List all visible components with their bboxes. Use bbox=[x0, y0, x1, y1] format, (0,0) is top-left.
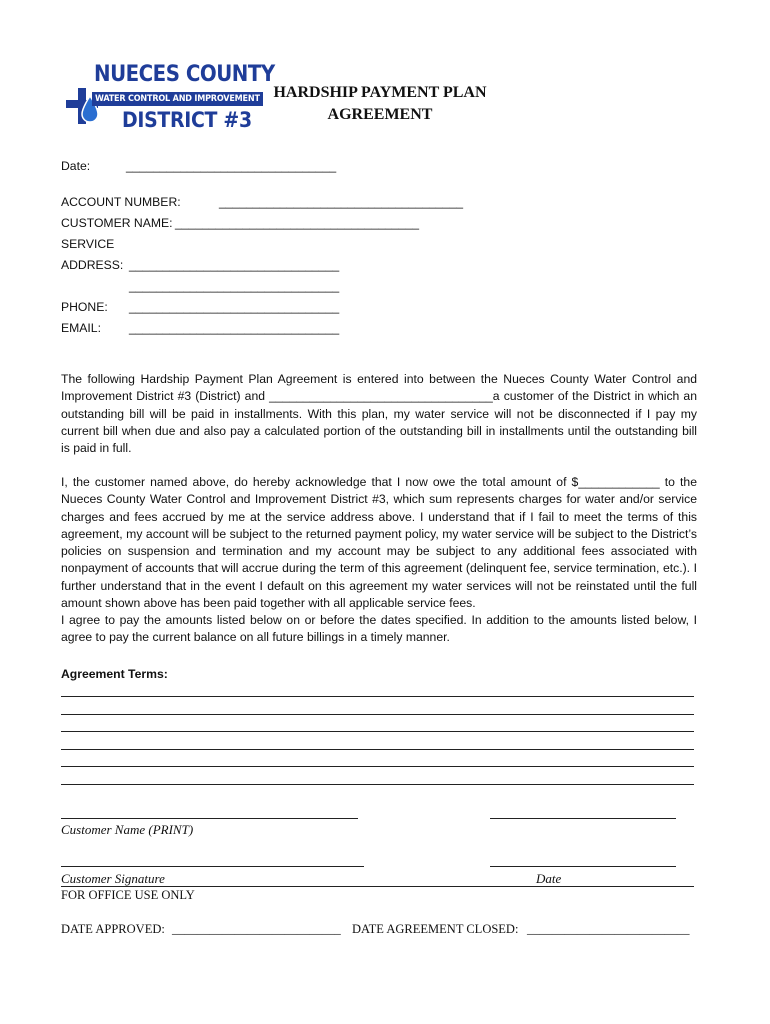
date-field[interactable]: _______________________________ bbox=[126, 159, 337, 173]
agreement-intro-paragraph: The following Hardship Payment Plan Agreement is entered into between the Nueces County Water Control and Improvement District #3 (District) and _________________________________a customer of the District in which an outstanding bill will be paid in installments. With this plan, my water service will not be disconnected if I pay my current bill when due and also pay a calculated portion of the outstanding bill in installments until the outstanding bill is paid in full. bbox=[61, 372, 697, 456]
phone-label: PHONE: bbox=[61, 300, 108, 314]
date-label: Date: bbox=[61, 159, 91, 173]
date-approved-label: DATE APPROVED: bbox=[61, 922, 165, 936]
logo-line-3: DISTRICT #3 bbox=[122, 108, 252, 132]
title-line-2: AGREEMENT bbox=[327, 106, 433, 123]
document-title bbox=[250, 82, 510, 126]
date-approved-field[interactable]: ___________________________ bbox=[172, 922, 341, 936]
agreement-terms-heading: Agreement Terms: bbox=[61, 667, 168, 681]
signature-date-line[interactable] bbox=[490, 866, 676, 867]
email-label: EMAIL: bbox=[61, 321, 101, 335]
terms-line-3[interactable] bbox=[61, 731, 694, 732]
customer-signature-line[interactable] bbox=[61, 866, 364, 867]
signature-date-label: Date bbox=[536, 871, 562, 886]
date-line-upper[interactable] bbox=[490, 818, 676, 819]
customer-name-print-label: Customer Name (PRINT) bbox=[61, 822, 194, 837]
district-logo bbox=[64, 62, 275, 142]
terms-line-4[interactable] bbox=[61, 749, 694, 750]
terms-line-6[interactable] bbox=[61, 784, 694, 785]
customer-name-field[interactable]: ____________________________________ bbox=[175, 216, 420, 230]
terms-line-1[interactable] bbox=[61, 696, 694, 697]
customer-signature-label: Customer Signature bbox=[61, 871, 165, 886]
date-closed-label: DATE AGREEMENT CLOSED: bbox=[352, 922, 519, 936]
address-field-1[interactable]: _______________________________ bbox=[129, 258, 340, 272]
date-closed-field[interactable]: __________________________ bbox=[527, 922, 690, 936]
account-number-field[interactable]: ____________________________________ bbox=[219, 195, 464, 209]
customer-name-print-line[interactable] bbox=[61, 818, 358, 819]
customer-name-label: CUSTOMER NAME: bbox=[61, 216, 173, 230]
email-field[interactable]: _______________________________ bbox=[129, 321, 340, 335]
title-line-1: HARDSHIP PAYMENT PLAN bbox=[273, 84, 487, 101]
phone-field[interactable]: _______________________________ bbox=[129, 300, 340, 314]
address-field-2[interactable]: _______________________________ bbox=[129, 279, 340, 293]
water-drop-cross-icon bbox=[64, 80, 104, 136]
address-label: ADDRESS: bbox=[61, 258, 124, 272]
office-divider bbox=[61, 886, 694, 887]
terms-line-2[interactable] bbox=[61, 714, 694, 715]
terms-line-5[interactable] bbox=[61, 766, 694, 767]
acknowledgement-paragraph: I, the customer named above, do hereby acknowledge that I now owe the total amount of $____________ to the Nueces County Water Control and Improvement District #3, which sum represents charges for water and/or service charges and fees accrued by me at the service address above. I understand that if I fail to meet the terms of this agreement, my account will be subject to the returned payment policy, my water service will be subject to the District’s policies on suspension and termination and my account may be subject to any additional fees associated with nonpayment of accounts that will accrue during the term of this agreement (delinquent fee, service termination, etc.). I further understand that in the event I default on this agreement my water services will not be reinstated until the full amount shown above has been paid together with all applicable service fees. bbox=[61, 475, 697, 611]
office-use-heading: FOR OFFICE USE ONLY bbox=[61, 888, 195, 902]
payment-agreement-paragraph: I agree to pay the amounts listed below on or before the dates specified. In addition to the amounts listed below, I agree to pay the current balance on all future billings in a timely manner. bbox=[61, 613, 697, 645]
logo-line-2: WATER CONTROL AND IMPROVEMENT bbox=[92, 92, 263, 106]
logo-line-1: NUECES COUNTY bbox=[94, 62, 275, 87]
account-number-label: ACCOUNT NUMBER: bbox=[61, 195, 181, 209]
service-label: SERVICE bbox=[61, 237, 115, 251]
